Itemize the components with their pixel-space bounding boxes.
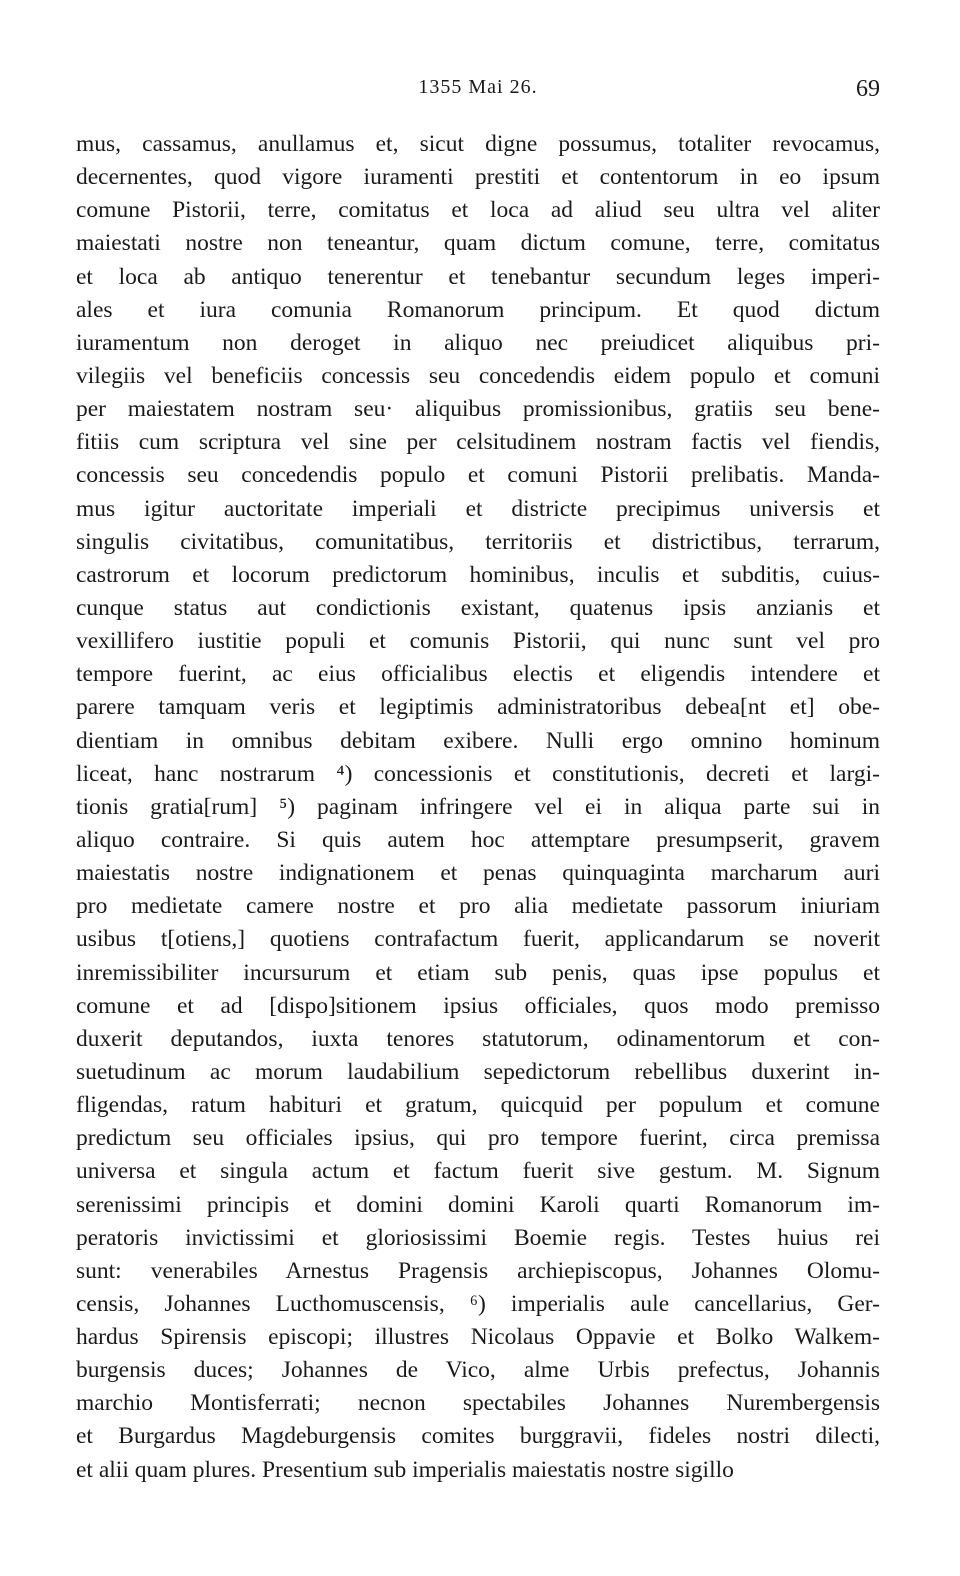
text-line: vexillifero iustitie populi et comunis Pistorii, qui nunc sunt vel pro	[76, 628, 880, 655]
text-line: duxerit deputandos, iuxta tenores statutorum, odinamentorum et con-	[76, 1025, 880, 1052]
text-line: mus igitur auctoritate imperiali et districte precipimus universis et	[76, 495, 880, 522]
text-line: hardus Spirensis episcopi; illustres Nicolaus Oppavie et Bolko Walkem-	[76, 1324, 880, 1351]
text-line: sunt: venerabiles Arnestus Pragensis archiepiscopus, Johannes Olomu-	[76, 1257, 880, 1284]
text-line: liceat, hanc nostrarum ⁴) concessionis et constitutionis, decreti et largi-	[76, 760, 880, 787]
text-line: maiestatis nostre indignationem et penas quinquaginta marcharum auri	[76, 860, 880, 887]
text-line: tempore fuerint, ac eius officialibus electis et eligendis intendere et	[76, 661, 880, 688]
text-line: singulis civitatibus, comunitatibus, territoriis et districtibus, terrarum,	[76, 528, 880, 555]
text-line: decernentes, quod vigore iuramenti prestiti et contentorum in eo ipsum	[76, 164, 880, 191]
text-line: universa et singula actum et factum fuerit sive gestum. M. Signum	[76, 1158, 880, 1185]
text-line: mus, cassamus, anullamus et, sicut digne possumus, totaliter revocamus,	[76, 131, 880, 157]
text-line: burgensis duces; Johannes de Vico, alme Urbis prefectus, Johannis	[76, 1357, 880, 1384]
text-line: et Burgardus Magdeburgensis comites burggravii, fideles nostri dilecti,	[76, 1423, 880, 1450]
text-line: tionis gratia[rum] ⁵) paginam infringere vel ei in aliqua parte sui in	[76, 793, 880, 820]
text-line: inremissibiliter incursurum et etiam sub penis, quas ipse populus et	[76, 959, 880, 986]
text-line: fitiis cum scriptura vel sine per celsitudinem nostram factis vel fiendis,	[76, 429, 880, 456]
text-line: maiestati nostre non teneantur, quam dictum comune, terre, comitatus	[76, 230, 880, 257]
text-line: predictum seu officiales ipsius, qui pro tempore fuerint, circa premissa	[76, 1125, 880, 1152]
text-line: fligendas, ratum habituri et gratum, quicquid per populum et comune	[76, 1092, 880, 1119]
text-line: aliquo contraire. Si quis autem hoc attemptare presumpserit, gravem	[76, 826, 880, 853]
running-header	[76, 76, 880, 106]
text-line: ales et iura comunia Romanorum principum. Et quod dictum	[76, 296, 880, 323]
text-line: et loca ab antiquo tenerentur et tenebantur secundum leges imperi-	[76, 263, 880, 290]
text-line: pro medietate camere nostre et pro alia medietate passorum iniuriam	[76, 893, 880, 920]
text-line: et alii quam plures. Presentium sub imperialis maiestatis nostre sigillo	[76, 1456, 734, 1483]
text-line: parere tamquam veris et legiptimis administratoribus debea[nt et] obe-	[76, 694, 880, 721]
text-line: censis, Johannes Lucthomuscensis, ⁶) imperialis aule cancellarius, Ger-	[76, 1290, 880, 1317]
text-line: iuramentum non deroget in aliquo nec preiudicet aliquibus pri-	[76, 329, 880, 356]
text-line: per maiestatem nostram seu· aliquibus promissionibus, gratiis seu bene-	[76, 396, 880, 423]
text-line: marchio Montisferrati; necnon spectabiles Johannes Nurembergensis	[76, 1390, 880, 1417]
text-line: dientiam in omnibus debitam exibere. Nulli ergo omnino hominum	[76, 727, 880, 754]
header-date: 1355 Mai 26.	[418, 76, 538, 98]
text-line: comune Pistorii, terre, comitatus et loca ad aliud seu ultra vel aliter	[76, 197, 880, 224]
body-text	[76, 128, 880, 1487]
text-line: cunque status aut condictionis existant, quatenus ipsis anzianis et	[76, 594, 880, 621]
text-line: peratoris invictissimi et gloriosissimi Boemie regis. Testes huius rei	[76, 1224, 880, 1251]
text-line: serenissimi principis et domini domini Karoli quarti Romanorum im-	[76, 1191, 880, 1218]
text-line: usibus t[otiens,] quotiens contrafactum fuerit, applicandarum se noverit	[76, 926, 880, 953]
text-line: concessis seu concedendis populo et comuni Pistorii prelibatis. Manda-	[76, 462, 880, 489]
text-line: comune et ad [dispo]sitionem ipsius officiales, quos modo premisso	[76, 992, 880, 1019]
text-line: castrorum et locorum predictorum hominibus, inculis et subditis, cuius-	[76, 561, 880, 588]
text-line: vilegiis vel beneficiis concessis seu concedendis eidem populo et comuni	[76, 362, 880, 389]
text-line: suetudinum ac morum laudabilium sepedictorum rebellibus duxerint in-	[76, 1058, 880, 1085]
page-number: 69	[856, 76, 880, 102]
